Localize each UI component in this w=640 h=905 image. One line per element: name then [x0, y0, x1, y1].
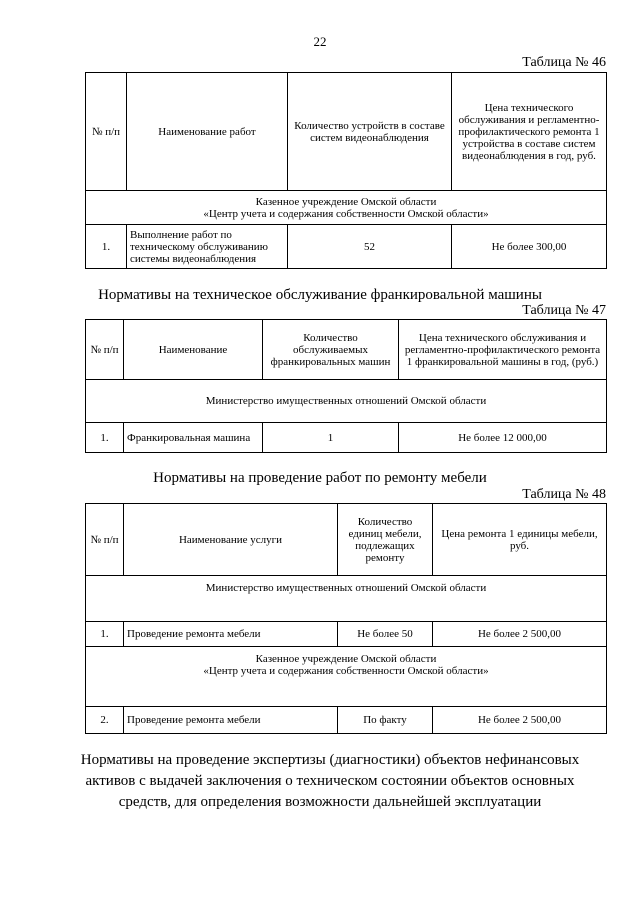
row-1-service: Проведение ремонта мебели: [124, 622, 338, 647]
header-service-name: Наименование услуги: [124, 504, 338, 576]
header-number: № п/п: [86, 320, 124, 380]
header-number: № п/п: [86, 73, 127, 191]
header-price: Цена технического обслуживания и регламентно-профилактического ремонта 1 франкировальной машины в год, (руб.): [399, 320, 607, 380]
table-47-heading: Нормативы на техническое обслуживание франкировальной машины: [98, 287, 542, 303]
row-number: 1.: [86, 225, 127, 269]
row-machine-count: 1: [263, 423, 399, 453]
row-name: Франкировальная машина: [124, 423, 263, 453]
final-heading: Нормативы на проведение экспертизы (диагностики) объектов нефинансовых активов с выдачей заключения о техническом состоянии объектов основных средств, для определения возможности дальнейшей эксплуатации: [80, 752, 580, 810]
page-number: 22: [313, 34, 327, 49]
org-row-2: [86, 647, 607, 707]
header-price: Цена технического обслуживания и регламентно-профилактического ремонта 1 устройства в составе систем видеонаблюдения в год, руб.: [452, 73, 607, 191]
org-row: Министерство имущественных отношений Омской области: [86, 380, 607, 423]
org-row: [86, 191, 607, 225]
row-2-price: Не более 2 500,00: [433, 707, 607, 734]
table-46: [85, 72, 607, 269]
header-number: № п/п: [86, 504, 124, 576]
header-device-count: Количество устройств в составе систем видеонаблюдения: [288, 73, 452, 191]
row-price: Не более 300,00: [452, 225, 607, 269]
row-2-number: 2.: [86, 707, 124, 734]
table-46-label: Таблица № 46: [522, 55, 606, 70]
row-price: Не более 12 000,00: [399, 423, 607, 453]
header-name: Наименование: [124, 320, 263, 380]
row-1-number: 1.: [86, 622, 124, 647]
org-line-2: «Центр учета и содержания собственности Омской области»: [203, 207, 489, 220]
header-work-name: Наименование работ: [127, 73, 288, 191]
row-work-name: Выполнение работ по техническому обслуживанию системы видеонаблюдения: [127, 225, 288, 269]
row-1-price: Не более 2 500,00: [433, 622, 607, 647]
header-furniture-count: Количество единиц мебели, подлежащих ремонту: [338, 504, 433, 576]
row-1-count: Не более 50: [338, 622, 433, 647]
table-47: [85, 319, 607, 453]
org-2-line-2: «Центр учета и содержания собственности Омской области»: [203, 665, 489, 677]
row-number: 1.: [86, 423, 124, 453]
row-device-count: 52: [288, 225, 452, 269]
header-machine-count: Количество обслуживаемых франкировальных машин: [263, 320, 399, 380]
row-2-count: По факту: [338, 707, 433, 734]
table-48-label: Таблица № 48: [522, 487, 606, 502]
org-line-1: Казенное учреждение Омской области: [255, 195, 437, 208]
table-47-label: Таблица № 47: [522, 303, 606, 318]
org-2-line-1: Казенное учреждение Омской области: [255, 653, 437, 665]
table-48-heading: Нормативы на проведение работ по ремонту мебели: [153, 470, 487, 486]
org-row-1: Министерство имущественных отношений Омской области: [86, 576, 607, 622]
row-2-service: Проведение ремонта мебели: [124, 707, 338, 734]
table-48: [85, 503, 607, 734]
header-price: Цена ремонта 1 единицы мебели, руб.: [433, 504, 607, 576]
